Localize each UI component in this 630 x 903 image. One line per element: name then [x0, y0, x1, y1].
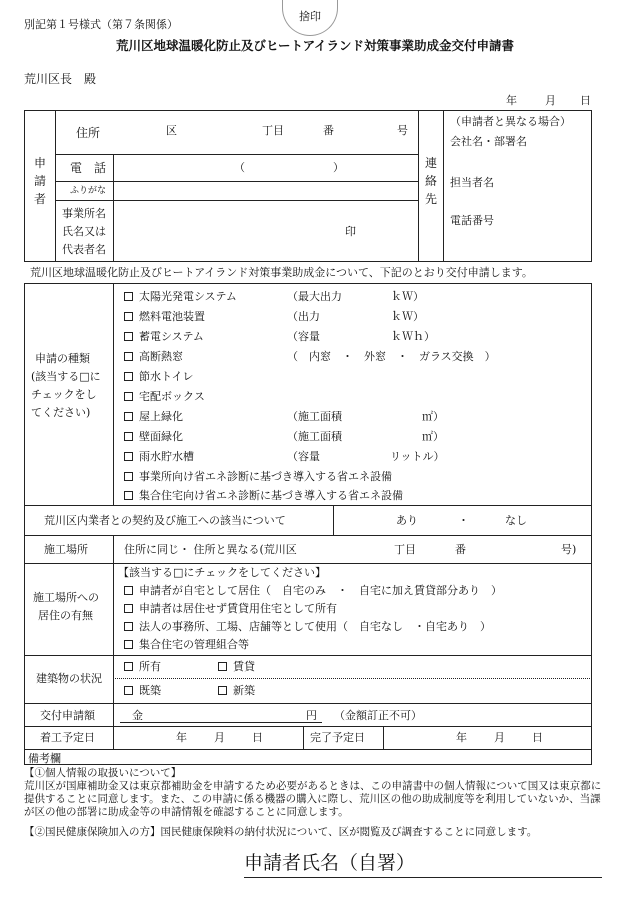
type-item-spec: （ 内窓 ・ 外窓 ・ ガラス交換 ）: [287, 350, 496, 363]
type-item-name: 宅配ボックス: [139, 390, 205, 403]
residence-label-1: 施工場所への: [33, 591, 99, 604]
contact-note: （申請者と異なる場合）: [450, 115, 571, 128]
privacy-text: 荒川区が国庫補助金又は東京都補助金を申請するため必要があるときは、この申請書中の個人情報について国又は東京都に提供することに同意します。また、この申請に係る機器の購入に際し、荒川区の他の助成制度等を利用していないか、当課が区の他の部署に助成金等の申請情報を確認することに同意します。: [24, 780, 602, 818]
residence-label-2: 居住の有無: [38, 609, 93, 622]
address-ban: 番: [323, 124, 334, 137]
site-value[interactable]: 住所に同じ・ 住所と異なる(荒川区: [124, 543, 297, 556]
form-title: 荒川区地球温暖化防止及びヒートアイランド対策事業助成金交付申請書: [115, 38, 514, 53]
type-item-delivery-box[interactable]: [124, 390, 205, 403]
type-item-window[interactable]: [124, 350, 183, 363]
checkbox[interactable]: [124, 472, 133, 481]
type-item-name: 事業所向け省エネ診断に基づき導入する省エネ設備: [139, 470, 392, 483]
checkbox[interactable]: [124, 352, 133, 361]
end-date-label: 完了予定日: [310, 731, 365, 744]
type-item-fuel-cell[interactable]: [124, 310, 205, 323]
type-item-spec: （容量: [287, 450, 320, 463]
name-label-1: 事業所名: [62, 207, 106, 220]
type-item-name: 壁面緑化: [139, 430, 183, 443]
residence-item-corporate[interactable]: [124, 620, 491, 633]
type-item-unit: ㎡）: [422, 430, 444, 443]
type-item-spec: （最大出力: [287, 290, 342, 303]
checkbox[interactable]: [124, 604, 133, 613]
checkbox[interactable]: [124, 372, 133, 381]
site-ban: 番: [455, 543, 466, 556]
insurance-text: 国民健康保険料の納付状況について、区が閲覧及び調査することに同意します。: [160, 826, 538, 838]
type-label-1: 申請の種類: [35, 352, 90, 365]
contact-side-label: 連絡先: [424, 156, 437, 206]
checkbox[interactable]: [124, 292, 133, 301]
type-item-spec: （出力: [287, 310, 320, 323]
privacy-heading: 【①個人情報の取扱いについて】: [24, 767, 182, 779]
type-item-wall-green[interactable]: [124, 430, 183, 443]
checkbox[interactable]: [124, 412, 133, 421]
checkbox[interactable]: [218, 662, 227, 671]
residence-item-rental[interactable]: [124, 602, 337, 615]
type-item-rain-tank[interactable]: [124, 450, 194, 463]
type-label-2: (該当する□に: [31, 370, 101, 383]
site-label: 施工場所: [44, 543, 88, 556]
checkbox[interactable]: [124, 312, 133, 321]
residence-item-text: 集合住宅の管理組合等: [139, 638, 249, 651]
date-month[interactable]: 月: [545, 94, 556, 107]
start-day[interactable]: 日: [252, 731, 263, 744]
amount-prefix: 金: [132, 709, 143, 722]
type-item-toilet[interactable]: [124, 370, 193, 383]
checkbox[interactable]: [218, 686, 227, 695]
end-day[interactable]: 日: [532, 731, 543, 744]
checkbox[interactable]: [124, 686, 133, 695]
residence-item-association[interactable]: [124, 638, 249, 651]
contract-yes[interactable]: あり: [396, 514, 418, 527]
amount-label: 交付申請額: [40, 709, 95, 722]
type-item-name: 太陽光発電システム: [139, 290, 237, 303]
type-item-name: 燃料電池装置: [139, 310, 205, 323]
address-chome: 丁目: [262, 124, 284, 137]
phone-parens[interactable]: （ ）: [234, 161, 344, 174]
contract-separator: ・: [458, 514, 469, 527]
applicant-signature-field[interactable]: [244, 852, 602, 878]
type-item-unit: ｋＷ）: [391, 290, 424, 303]
address-go: 号: [397, 124, 408, 137]
address-ku: 区: [166, 124, 177, 137]
type-item-battery[interactable]: [124, 330, 204, 343]
insurance-heading: 【②国民健康保険加入の方】: [24, 826, 161, 838]
building-owned[interactable]: [124, 660, 161, 673]
type-item-name: 高断熱窓: [139, 350, 183, 363]
discard-seal-label: 捨印: [299, 10, 321, 23]
checkbox[interactable]: [124, 392, 133, 401]
building-label: 建築物の状況: [36, 672, 102, 685]
contact-company: 会社名・部署名: [450, 135, 527, 148]
type-item-name: 屋上緑化: [139, 410, 183, 423]
name-label-3: 代表者名: [62, 243, 106, 256]
type-item-spec: （施工面積: [287, 410, 342, 423]
type-item-office-audit[interactable]: [124, 470, 392, 483]
end-month[interactable]: 月: [494, 731, 505, 744]
type-item-name: 集合住宅向け省エネ診断に基づき導入する省エネ設備: [139, 489, 403, 502]
discard-seal-field[interactable]: [282, 0, 338, 36]
type-item-name: 雨水貯水槽: [139, 450, 194, 463]
site-go: 号): [561, 543, 577, 556]
signature-label: 申請者氏名（自署）: [244, 852, 416, 874]
applicant-section: [24, 110, 592, 262]
type-item-unit: ｋＷｈ）: [391, 330, 435, 343]
building-new-text: 新築: [233, 684, 255, 697]
date-day[interactable]: 日: [580, 94, 591, 107]
type-item-unit: ｋＷ）: [391, 310, 424, 323]
checkbox[interactable]: [124, 640, 133, 649]
residence-header: 【該当する□にチェックをしてください】: [118, 566, 327, 579]
type-item-name: 蓄電システム: [139, 330, 204, 343]
type-item-solar[interactable]: [124, 290, 237, 303]
building-existing-text: 既築: [139, 684, 161, 697]
start-date-label: 着工予定日: [40, 731, 95, 744]
seal-mark: 印: [345, 225, 356, 238]
building-owned-text: 所有: [139, 660, 161, 673]
residence-item-text: 申請者が自宅として居住（ 自宅のみ ・ 自宅に加え賃貸部分あり ）: [139, 584, 502, 597]
residence-item-text: 法人の事務所、工場、店舗等として使用（ 自宅なし ・自宅あり ）: [139, 620, 491, 633]
checkbox[interactable]: [124, 432, 133, 441]
type-item-name: 節水トイレ: [139, 370, 194, 383]
type-item-unit: ㎡）: [422, 410, 444, 423]
type-item-spec: （容量: [287, 330, 320, 343]
amount-input-line[interactable]: [120, 722, 322, 723]
applicant-side-label: 申請者: [33, 156, 46, 206]
address-label: 住所: [76, 126, 101, 140]
amount-yen: 円: [306, 709, 317, 722]
type-label-4: てください): [31, 406, 91, 419]
start-year[interactable]: 年: [176, 731, 187, 744]
building-new[interactable]: [218, 684, 255, 697]
remarks-label: 備考欄: [28, 752, 61, 765]
contract-label: 荒川区内業者との契約及び施工への該当について: [44, 514, 286, 527]
residence-item-self[interactable]: [124, 584, 502, 597]
phone-label: 電 話: [70, 161, 107, 175]
building-existing[interactable]: [124, 684, 161, 697]
type-label-3: チェックをし: [31, 388, 97, 401]
building-rented-text: 賃貸: [233, 660, 255, 673]
insurance-note: [24, 826, 537, 839]
intro-sentence: 荒川区地球温暖化防止及びヒートアイランド対策事業助成金について、下記のとおり交付申請します。: [30, 266, 533, 279]
type-item-unit: リットル）: [390, 450, 445, 463]
checkbox[interactable]: [124, 332, 133, 341]
date-year[interactable]: 年: [506, 94, 517, 107]
type-item-spec: （施工面積: [287, 430, 342, 443]
checkbox[interactable]: [124, 586, 133, 595]
checkbox[interactable]: [124, 662, 133, 671]
residence-item-text: 申請者は居住せず賃貸用住宅として所有: [139, 602, 337, 615]
contact-phone: 電話番号: [450, 214, 494, 227]
checkbox[interactable]: [124, 622, 133, 631]
form-number: 別記第１号様式（第７条関係）: [24, 18, 178, 31]
amount-note: （金額訂正不可）: [334, 709, 422, 722]
addressee: 荒川区長 殿: [24, 72, 97, 86]
end-year[interactable]: 年: [456, 731, 467, 744]
building-rented[interactable]: [218, 660, 255, 673]
contact-person: 担当者名: [450, 176, 494, 189]
site-chome: 丁目: [394, 543, 416, 556]
checkbox[interactable]: [124, 491, 133, 500]
furigana-label: ふりがな: [70, 186, 107, 196]
type-item-roof-green[interactable]: [124, 410, 183, 423]
start-month[interactable]: 月: [214, 731, 225, 744]
contract-no[interactable]: なし: [505, 514, 527, 527]
type-item-housing-audit[interactable]: [124, 489, 403, 502]
checkbox[interactable]: [124, 452, 133, 461]
name-label-2: 氏名又は: [62, 225, 106, 238]
